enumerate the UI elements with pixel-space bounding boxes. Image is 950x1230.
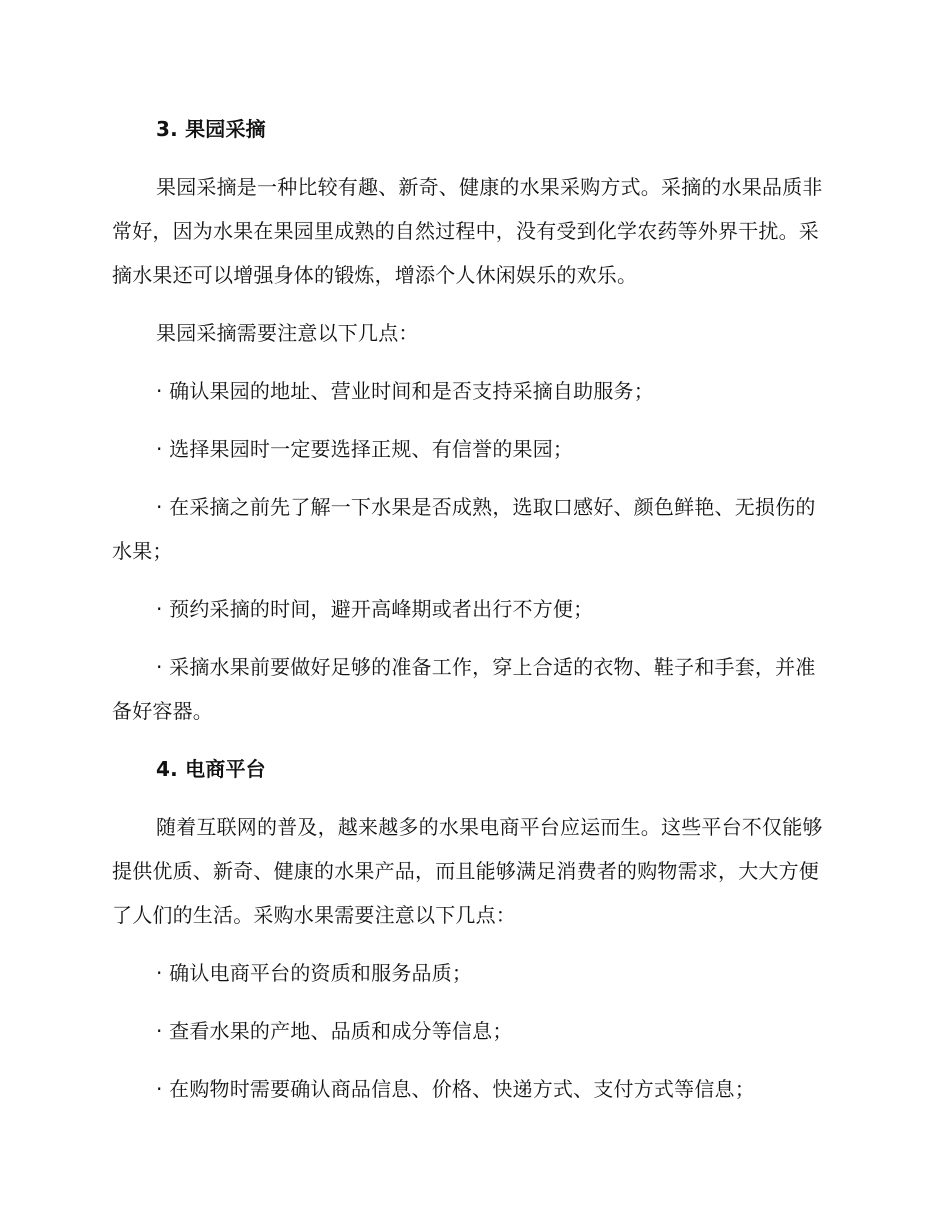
paragraph: 果园采摘需要注意以下几点：	[156, 321, 419, 345]
list-item: · 预约采摘的时间，避开高峰期或者出行不方便；	[156, 597, 594, 621]
list-item: · 采摘水果前要做好足够的准备工作，穿上合适的衣物、鞋子和手套，并准备好容器。	[112, 655, 816, 723]
paragraph: 随着互联网的普及，越来越多的水果电商平台应运而生。这些平台不仅能够提供优质、新奇、健康的水果产品，而且能够满足消费者的购物需求，大大方便了人们的生活。采购水果需要注意以下几点：	[112, 815, 823, 927]
list-item: · 确认果园的地址、营业时间和是否支持采摘自助服务；	[156, 379, 654, 403]
list-item: · 确认电商平台的资质和服务品质；	[156, 961, 473, 985]
section-heading: 4. 电商平台	[156, 757, 266, 781]
paragraph: 果园采摘是一种比较有趣、新奇、健康的水果采购方式。采摘的水果品质非常好，因为水果在果园里成熟的自然过程中，没有受到化学农药等外界干扰。采摘水果还可以增强身体的锻炼，增添个人休闲娱乐的欢乐。	[112, 175, 823, 287]
section-heading: 3. 果园采摘	[156, 117, 266, 141]
list-item: · 在购物时需要确认商品信息、价格、快递方式、支付方式等信息；	[156, 1077, 755, 1101]
list-item: · 选择果园时一定要选择正规、有信誉的果园；	[156, 437, 574, 461]
list-item: · 查看水果的产地、品质和成分等信息；	[156, 1019, 513, 1043]
list-item: · 在采摘之前先了解一下水果是否成熟，选取口感好、颜色鲜艳、无损伤的水果；	[112, 495, 816, 563]
